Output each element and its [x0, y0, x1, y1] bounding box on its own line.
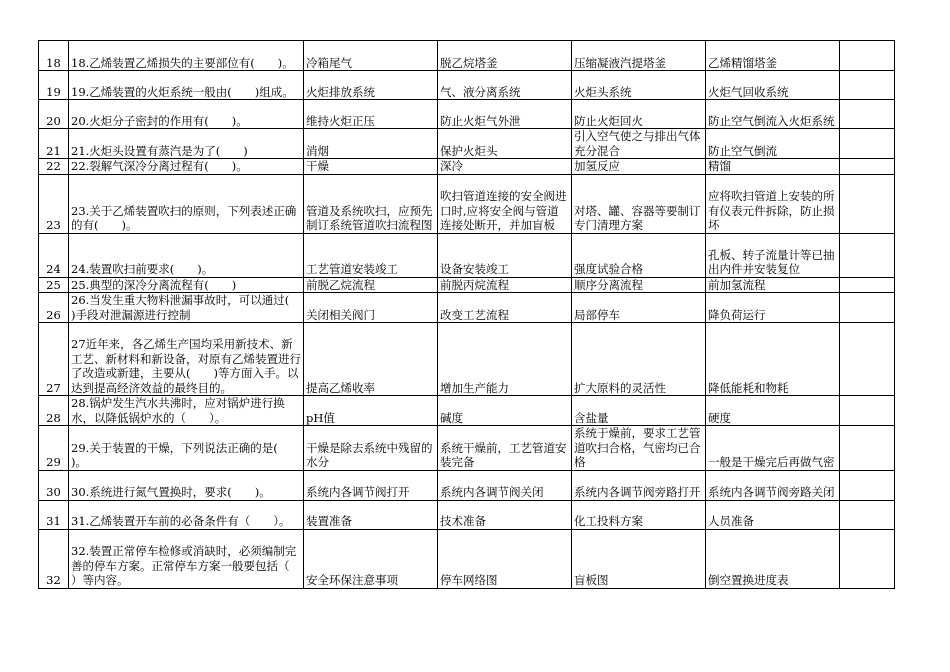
question-text: 31.乙烯装置开车前的必备条件有（ ）。 [69, 500, 304, 529]
question-text: 26.当发生重大物料泄漏事故时，可以通过( )手段对泄漏源进行控制 [69, 293, 304, 323]
option-c: 防止火炬回火 [572, 100, 706, 129]
option-b: 增加生产能力 [438, 323, 572, 396]
row-number: 26 [39, 293, 69, 323]
question-text: 32.装置正常停车检修或消缺时，必须编制完善的停车方案。正常停车方案一般要包括（ ）等内容。 [69, 529, 304, 588]
blank-cell [840, 426, 895, 471]
row-number: 32 [39, 529, 69, 588]
option-b: 吹扫管道连接的安全阀进口时,应将安全阀与管道连接处断开，并加盲板 [438, 174, 572, 233]
row-number: 30 [39, 470, 69, 500]
blank-cell [840, 323, 895, 396]
table-row [39, 100, 895, 129]
option-d: 硬度 [706, 396, 840, 426]
blank-cell [840, 529, 895, 588]
row-number: 18 [39, 41, 69, 71]
question-text: 25.典型的深冷分离流程有( ) [69, 277, 304, 293]
option-d: 倒空置换进度表 [706, 529, 840, 588]
table-row [39, 233, 895, 277]
option-d: 降负荷运行 [706, 293, 840, 323]
option-c: 对塔、罐、容器等要制订专门清理方案 [572, 174, 706, 233]
option-b: 碱度 [438, 396, 572, 426]
option-c: 火炬头系统 [572, 71, 706, 100]
option-d: 防止空气倒流 [706, 129, 840, 159]
option-d: 防止空气倒流入火炬系统 [706, 100, 840, 129]
row-number: 28 [39, 396, 69, 426]
table-row [39, 293, 895, 323]
table-row [39, 396, 895, 426]
table-row [39, 529, 895, 588]
option-a: pH值 [304, 396, 438, 426]
option-a: 工艺管道安装竣工 [304, 233, 438, 277]
option-a: 提高乙烯收率 [304, 323, 438, 396]
option-b: 脱乙烷塔釜 [438, 41, 572, 71]
row-number: 29 [39, 426, 69, 471]
option-d: 应将吹扫管道上安装的所有仪表元件拆除，防止损坏 [706, 174, 840, 233]
option-b: 保护火炬头 [438, 129, 572, 159]
option-c: 强度试验合格 [572, 233, 706, 277]
table-row [39, 470, 895, 500]
option-c: 系统内各调节阀旁路打开 [572, 470, 706, 500]
option-d: 乙烯精馏塔釜 [706, 41, 840, 71]
row-number: 22 [39, 159, 69, 175]
option-d: 精馏 [706, 159, 840, 175]
question-text: 30.系统进行氮气置换时，要求( )。 [69, 470, 304, 500]
option-b: 防止火炬气外泄 [438, 100, 572, 129]
table-row [39, 41, 895, 71]
option-c: 含盐量 [572, 396, 706, 426]
option-a: 装置准备 [304, 500, 438, 529]
option-c: 扩大原料的灵活性 [572, 323, 706, 396]
option-b: 设备安装竣工 [438, 233, 572, 277]
row-number: 23 [39, 174, 69, 233]
blank-cell [840, 500, 895, 529]
blank-cell [840, 277, 895, 293]
blank-cell [840, 174, 895, 233]
option-b: 改变工艺流程 [438, 293, 572, 323]
option-c: 引入空气使之与排出气体充分混合 [572, 129, 706, 159]
option-d: 一般是干燥完后再做气密 [706, 426, 840, 471]
option-c: 加氢反应 [572, 159, 706, 175]
question-text: 28.锅炉发生汽水共沸时，应对锅炉进行换水，以降低锅炉水的（ ）。 [69, 396, 304, 426]
blank-cell [840, 233, 895, 277]
blank-cell [840, 470, 895, 500]
blank-cell [840, 396, 895, 426]
blank-cell [840, 129, 895, 159]
option-a: 前脱乙烷流程 [304, 277, 438, 293]
option-a: 干燥 [304, 159, 438, 175]
question-table [38, 40, 895, 589]
option-a: 关闭相关阀门 [304, 293, 438, 323]
question-text: 23.关于乙烯装置吹扫的原则，下列表述正确的有( )。 [69, 174, 304, 233]
table-row [39, 159, 895, 175]
question-text: 24.装置吹扫前要求( )。 [69, 233, 304, 277]
table-row [39, 277, 895, 293]
option-b: 前脱丙烷流程 [438, 277, 572, 293]
option-c: 压缩凝液汽提塔釜 [572, 41, 706, 71]
table-row [39, 174, 895, 233]
question-text: 19.乙烯装置的火炬系统一般由( )组成。 [69, 71, 304, 100]
table-row [39, 500, 895, 529]
option-d: 前加氢流程 [706, 277, 840, 293]
row-number: 31 [39, 500, 69, 529]
option-a: 干燥是除去系统中残留的水分 [304, 426, 438, 471]
option-c: 盲板图 [572, 529, 706, 588]
option-d: 人员准备 [706, 500, 840, 529]
option-a: 消烟 [304, 129, 438, 159]
table-row [39, 323, 895, 396]
option-b: 深冷 [438, 159, 572, 175]
option-a: 维持火炬正压 [304, 100, 438, 129]
option-d: 降低能耗和物耗 [706, 323, 840, 396]
option-d: 系统内各调节阀旁路关闭 [706, 470, 840, 500]
option-c: 系统于燥前，要求工艺管道吹扫合格，气密均已合格 [572, 426, 706, 471]
option-c: 化工投料方案 [572, 500, 706, 529]
option-a: 火炬排放系统 [304, 71, 438, 100]
blank-cell [840, 41, 895, 71]
option-a: 安全环保注意事项 [304, 529, 438, 588]
row-number: 20 [39, 100, 69, 129]
question-text: 27近年来，各乙烯生产国均采用新技术、新工艺、新材料和新设备，对原有乙烯装置进行了改造或新建，主要从( )等方面入手。以达到提高经济效益的最终目的。 [69, 323, 304, 396]
row-number: 19 [39, 71, 69, 100]
option-d: 孔板、转子流量计等已抽出内件并安装复位 [706, 233, 840, 277]
table-row [39, 426, 895, 471]
table-row [39, 129, 895, 159]
row-number: 24 [39, 233, 69, 277]
question-text: 22.裂解气深冷分离过程有( )。 [69, 159, 304, 175]
blank-cell [840, 293, 895, 323]
option-c: 局部停车 [572, 293, 706, 323]
option-b: 系统内各调节阀关闭 [438, 470, 572, 500]
question-text: 21.火炬头设置有蒸汽是为了( ) [69, 129, 304, 159]
blank-cell [840, 159, 895, 175]
question-table-body [39, 41, 895, 589]
row-number: 25 [39, 277, 69, 293]
row-number: 27 [39, 323, 69, 396]
row-number: 21 [39, 129, 69, 159]
option-d: 火炬气回收系统 [706, 71, 840, 100]
option-c: 顺序分离流程 [572, 277, 706, 293]
option-b: 系统干燥前，工艺管道安装完备 [438, 426, 572, 471]
blank-cell [840, 100, 895, 129]
option-b: 技术准备 [438, 500, 572, 529]
option-b: 气、液分离系统 [438, 71, 572, 100]
option-b: 停车网络图 [438, 529, 572, 588]
blank-cell [840, 71, 895, 100]
option-a: 管道及系统吹扫，应预先制订系统管道吹扫流程图 [304, 174, 438, 233]
option-a: 系统内各调节阀打开 [304, 470, 438, 500]
question-text: 29.关于装置的干燥，下列说法正确的是( )。 [69, 426, 304, 471]
table-row [39, 71, 895, 100]
option-a: 冷箱尾气 [304, 41, 438, 71]
question-text: 20.火炬分子密封的作用有( )。 [69, 100, 304, 129]
question-text: 18.乙烯装置乙烯损失的主要部位有( )。 [69, 41, 304, 71]
